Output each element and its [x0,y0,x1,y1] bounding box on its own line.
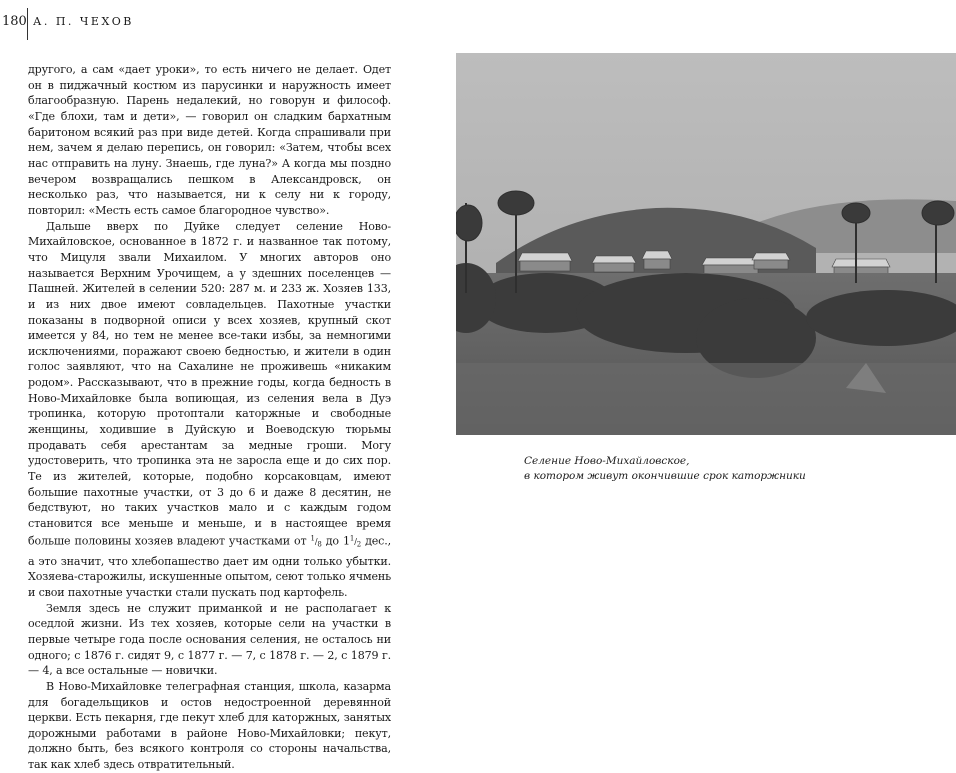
village-photograph [456,53,956,435]
paragraph-2-text-c: дес., а это значит, что хлебопашество дает им одни только убытки. Хозяева-старожилы, искушенные опытом, сеют только ячмень и свои пахотные участки стали пускать под картофель. [28,534,391,599]
foreground-grass [456,363,956,435]
header-divider [27,8,28,40]
paragraph-2-text-a: Дальше вверх по Дуйке следует селение Ново-Михайловское, основанное в 1872 г. и названное так потому, что Мицуля звали Михаилом. У многих авторов оно называется Верхним Урочищем, а у здешних поселенцев — Пашней. Жителей в селении 520: 287 м. и 233 ж. Хозяев 133, и из них двое имеют совладельцев. Пахотные участки показаны в подворной описи у всех хозяев, крупный скот имеется у 84, но тем не менее все-таки избы, за немногими исключениями, поражают своею бедностью, и жители в один голос заявляют, что на Сахалине не проживешь «никаким родом». Рассказывают, что в прежние годы, когда бедность в Ново-Михайловке была вопиющая, из селения вела в Дуэ тропинка, которую протоптали каторжные и свободные женщины, ходившие в Дуйскую и Воеводскую тюрьмы продавать себя арестантам за медные гроши. Могу удостоверить, что тропинка эта не заросла еще и до сих пор. Те из жителей, которые, подобно корсаковцам, имеют большие пахотные участки, от 3 до 6 и даже 8 десятин, не бедствуют, но таких участков мало и с каждым годом становится все меньше и меньше, и в настоящее время больше половины хозяев владеют участками от [28,219,391,548]
text-column [28,62,391,773]
paragraph-2 [28,219,391,601]
paragraph-3: Земля здесь не служит приманкой и не располагает к оседлой жизни. Из тех хозяев, которые сели на участки в первые четыре года после основания селения, не осталось ни одного; с 1876 г. сидят 9, с 1877 г. — 7, с 1878 г. — 2, с 1879 г. — 4, а все остальные — новички. [28,601,391,678]
fraction-one-half: 1/2 [349,534,362,549]
paragraph-4: В Ново-Михайловке телеграфная станция, школа, казарма для богадельщиков и остов недостроенной деревянной церкви. Есть пекарня, где пекут хлеб для каторжных, занятых дорожными работами в районе Ново-Михайловки; пекут, должно быть, без всякого контроля со стороны начальства, так как хлеб здесь отвратительный. [28,679,391,772]
paragraph-1: другого, а сам «дает уроки», то есть ничего не делает. Одет он в пиджачный костюм из парусинки и наружность имеет благообразную. Парень недалекий, но говорун и философ. «Где блохи, там и дети», — говорил он сладким бархатным баритоном всякий раз при виде детей. Когда спрашивали при нем, зачем я делаю перепись, он говорил: «Затем, чтобы всех нас отправить на луну. Знаешь, где луна?» А когда мы поздно вечером возвращались пешком в Александровск, он несколько раз, что называется, ни к селу ни к городу, повторил: «Месть есть самое благородное чувство». [28,63,391,217]
caption-line-1: Селение Ново-Михайловское, [524,455,690,467]
photo-caption [524,454,924,484]
paragraph-2-text-b: до 1 [321,534,350,548]
fraction-one-eighth: 1/8 [310,534,322,549]
photo-illustration [456,53,956,435]
caption-line-2: в котором живут окончившие срок каторжники [524,470,806,482]
page-number: 180 [2,14,27,29]
running-head: А. П. ЧЕХОВ [33,15,134,28]
